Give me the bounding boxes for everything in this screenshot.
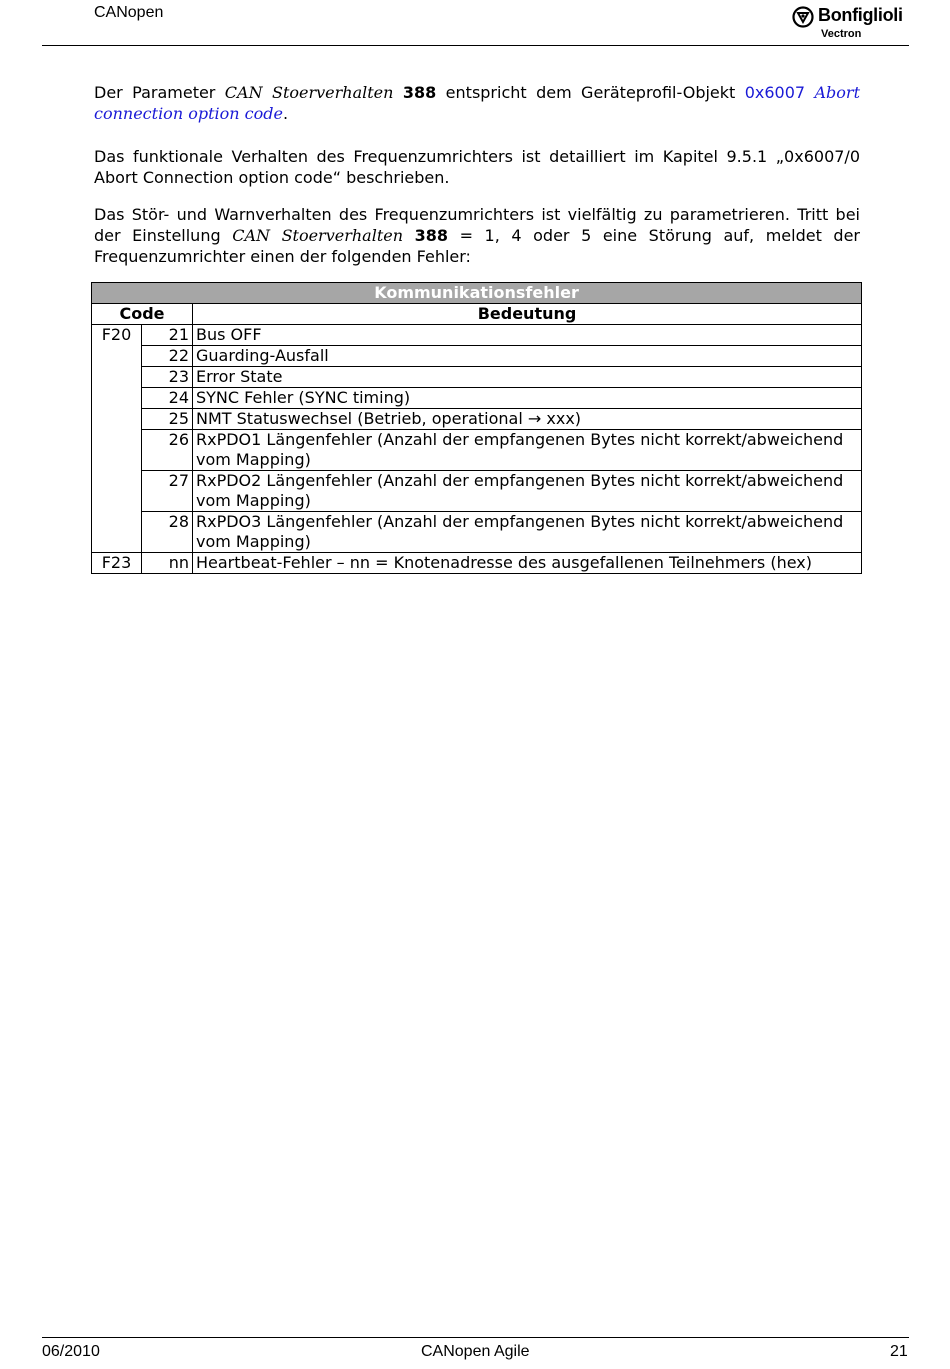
error-sub-code: nn (142, 553, 193, 574)
object-name-link[interactable]: Abort connection option code (94, 83, 860, 123)
error-sub-code: 21 (142, 325, 193, 346)
paragraph-functional-behaviour: Das funktionale Verhalten des Frequenzumrichters ist detailliert im Kapitel 9.5.1 „0x6007/0 Abort Connection option code“ beschrieben. (94, 147, 860, 187)
error-sub-code: 26 (142, 430, 193, 471)
header-title: CANopen (94, 4, 164, 21)
paragraph-parameter-mapping (94, 82, 860, 124)
paragraph-error-behaviour (94, 204, 860, 267)
error-description: RxPDO2 Längenfehler (Anzahl der empfangenen Bytes nicht korrekt/abweichend vom Mapping) (193, 471, 862, 512)
error-description: RxPDO3 Längenfehler (Anzahl der empfangenen Bytes nicht korrekt/abweichend vom Mapping) (193, 512, 862, 553)
footer-date: 06/2010 (42, 1343, 100, 1360)
error-sub-code: 24 (142, 388, 193, 409)
table-row (92, 553, 862, 574)
table-row (92, 471, 862, 512)
parameter-number: 388 (414, 226, 449, 245)
error-description: RxPDO1 Längenfehler (Anzahl der empfangenen Bytes nicht korrekt/abweichend vom Mapping) (193, 430, 862, 471)
error-description: Guarding-Ausfall (193, 346, 862, 367)
column-header-code: Code (92, 304, 193, 325)
table-row (92, 409, 862, 430)
object-id-link[interactable]: 0x6007 (744, 83, 806, 102)
error-sub-code: 22 (142, 346, 193, 367)
table-row (92, 430, 862, 471)
error-sub-code: 28 (142, 512, 193, 553)
footer-title: CANopen Agile (421, 1343, 530, 1360)
table-caption: Kommunikationsfehler (92, 283, 862, 304)
error-sub-code: 27 (142, 471, 193, 512)
text: entspricht dem Geräteprofil-Objekt (436, 83, 745, 102)
text (403, 226, 415, 245)
table-row (92, 346, 862, 367)
page-number: 21 (890, 1343, 908, 1360)
error-sub-code: 23 (142, 367, 193, 388)
error-description: NMT Statuswechsel (Betrieb, operational → xxx) (193, 409, 862, 430)
error-description: Heartbeat-Fehler – nn = Knotenadresse des ausgefallenen Teilnehmers (hex) (193, 553, 862, 574)
text (393, 83, 402, 102)
communication-errors-table (91, 282, 862, 574)
text: = 1, 4 oder 5 eine Störung auf, meldet der Frequenzumrichter einen der folgenden Fehler: (94, 226, 861, 266)
parameter-name: CAN Stoerverhalten (224, 83, 394, 102)
table-row (92, 512, 862, 553)
table-row (92, 388, 862, 409)
text: Der Parameter (94, 83, 225, 102)
footer-divider (42, 1337, 909, 1338)
parameter-number: 388 (402, 83, 437, 102)
error-description: SYNC Fehler (SYNC timing) (193, 388, 862, 409)
column-header-meaning: Bedeutung (193, 304, 862, 325)
company-logo (792, 5, 910, 43)
text: Das Stör- und Warnverhalten des Frequenzumrichters ist vielfältig zu parametrieren. Tritt bei der Einstellung (94, 205, 860, 245)
table-row (92, 325, 862, 346)
error-group-code: F23 (92, 553, 142, 574)
logo-name: Bonfiglioli (818, 5, 903, 25)
bonfiglioli-logo-icon (792, 6, 814, 28)
logo-subtitle: Vectron (821, 28, 862, 40)
error-group-code: F20 (92, 325, 142, 553)
parameter-name: CAN Stoerverhalten (232, 226, 404, 245)
error-description: Error State (193, 367, 862, 388)
error-description: Bus OFF (193, 325, 862, 346)
table-row (92, 367, 862, 388)
error-sub-code: 25 (142, 409, 193, 430)
header-divider (42, 45, 909, 46)
text: . (282, 104, 289, 123)
